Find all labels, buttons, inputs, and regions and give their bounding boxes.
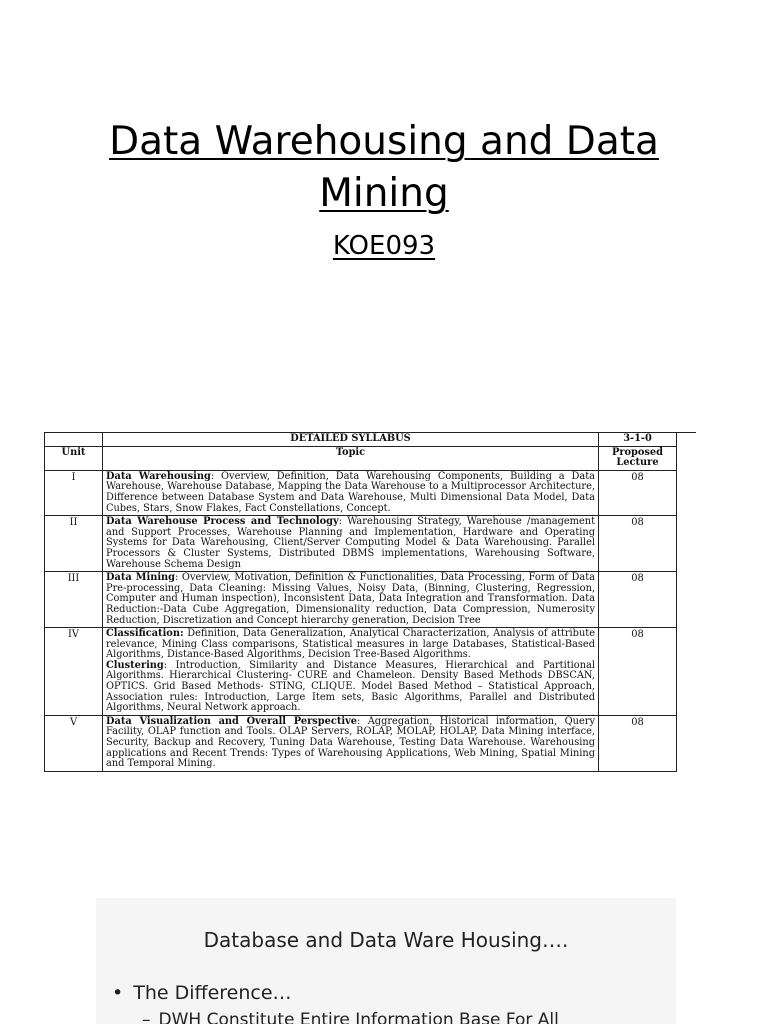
unit-number: III: [45, 572, 103, 628]
credits-cell: 3-1-0: [599, 433, 677, 447]
table-row: [45, 516, 677, 572]
table-row: [45, 715, 677, 771]
topic-body: : Overview, Definition, Data Warehousing Components, Building a Data Warehouse, Warehouse Database, Mapping the Data Warehouse to a Multiprocessor Architecture, Difference between Database System and Data Warehouse, Multi Dimensional Data Model, Data Cubes, Stars, Snow Flakes, Fact Constellations, Concept.: [106, 470, 595, 514]
syllabus-heading-row: [45, 433, 677, 447]
bullet-text: The Difference…: [133, 982, 292, 1004]
topic-heading: Data Warehousing: [106, 470, 211, 482]
bullet-icon: •: [112, 982, 124, 1004]
unit-header: Unit: [45, 446, 103, 470]
table-top-rule-extension: [676, 432, 696, 433]
lecture-count: 08: [599, 516, 677, 572]
blank-cell: [45, 433, 103, 447]
sub-bullet-text: DWH Constitute Entire Information Base For All: [158, 1010, 559, 1024]
title-line-2: Mining: [319, 171, 449, 216]
topic-heading: Data Warehouse Process and Technology: [106, 516, 339, 528]
table-row: [45, 470, 677, 515]
unit-topic: [103, 470, 599, 515]
bullet-item: [112, 982, 292, 1004]
unit-topic: [103, 715, 599, 771]
table-row: [45, 572, 677, 628]
table-row: [45, 628, 677, 716]
topic-heading: Data Visualization and Overall Perspective: [106, 715, 357, 727]
sub-bullet-item: [142, 1010, 559, 1024]
topic-heading: Data Mining: [106, 572, 176, 584]
lecture-count: 08: [599, 628, 677, 716]
topic-body: Definition, Data Generalization, Analytical Characterization, Analysis of attribute relevance, Mining Class comparisons, Statistical measures in large Databases, Statistical-Based Algorithms, Distance-Based Algorithms, Decision Tree-Based Algorithms.: [106, 628, 595, 661]
document-title: [0, 116, 768, 220]
next-slide-preview: [96, 898, 676, 1024]
unit-topic: [103, 572, 599, 628]
topic-heading: Classification:: [106, 628, 184, 640]
lecture-count: 08: [599, 470, 677, 515]
unit-number: I: [45, 470, 103, 515]
lecture-header: Proposed Lecture: [599, 446, 677, 470]
unit-number: II: [45, 516, 103, 572]
dash-icon: –: [142, 1010, 151, 1024]
unit-topic: [103, 516, 599, 572]
topic-body: : Overview, Motivation, Definition & Functionalities, Data Processing, Form of Data Pre-processing, Data Cleaning: Missing Values, Noisy Data, (Binning, Clustering, Regression, Computer and Human inspection), Inconsistent Data, Data Integration and Transformation. Data Reduction:-Data Cube Aggregation, Dimensionality reduction, Data Compression, Numerosity Reduction, Discretization and Concept hierarchy generation, Decision Tree: [106, 572, 595, 626]
syllabus-heading: DETAILED SYLLABUS: [103, 433, 599, 447]
unit-topic: [103, 628, 599, 716]
column-header-row: [45, 446, 677, 470]
title-line-1: Data Warehousing and Data: [109, 119, 659, 164]
topic-header: Topic: [103, 446, 599, 470]
slide-title: Database and Data Ware Housing….: [203, 928, 569, 952]
lecture-count: 08: [599, 572, 677, 628]
lecture-count: 08: [599, 715, 677, 771]
topic-body: : Warehousing Strategy, Warehouse /management and Support Processes, Warehouse Planning and Implementation, Hardware and Operating Systems for Data Warehousing, Client/Server Computing Model & Data Warehousing. Parallel Processors & Cluster Systems, Distributed DBMS implementations, Warehousing Software, Warehouse Schema Design: [106, 516, 596, 570]
topic-heading-2: Clustering: [106, 659, 164, 671]
topic-body-2: : Introduction, Similarity and Distance Measures, Hierarchical and Partitional Algorithms. Hierarchical Clustering- CURE and Chameleon. Density Based Methods DBSCAN, OPTICS. Grid Based Methods- STING, CLIQUE. Model Based Method – Statistical Approach, Association rules: Introduction, Large Item sets, Basic Algorithms, Parallel and Distributed Algorithms, Neural Network approach.: [106, 659, 595, 714]
topic-body: : Aggregation, Historical information, Query Facility, OLAP function and Tools. OLAP Servers, ROLAP, MOLAP, HOLAP, Data Mining interface, Security, Backup and Recovery, Tuning Data Warehouse, Testing Data Warehouse. Warehousing applications and Recent Trends: Types of Warehousing Applications, Web Mining, Spatial Mining and Temporal Mining.: [106, 715, 595, 770]
course-code: KOE093: [332, 231, 436, 261]
unit-number: IV: [45, 628, 103, 716]
unit-number: V: [45, 715, 103, 771]
syllabus-table: [44, 432, 677, 772]
